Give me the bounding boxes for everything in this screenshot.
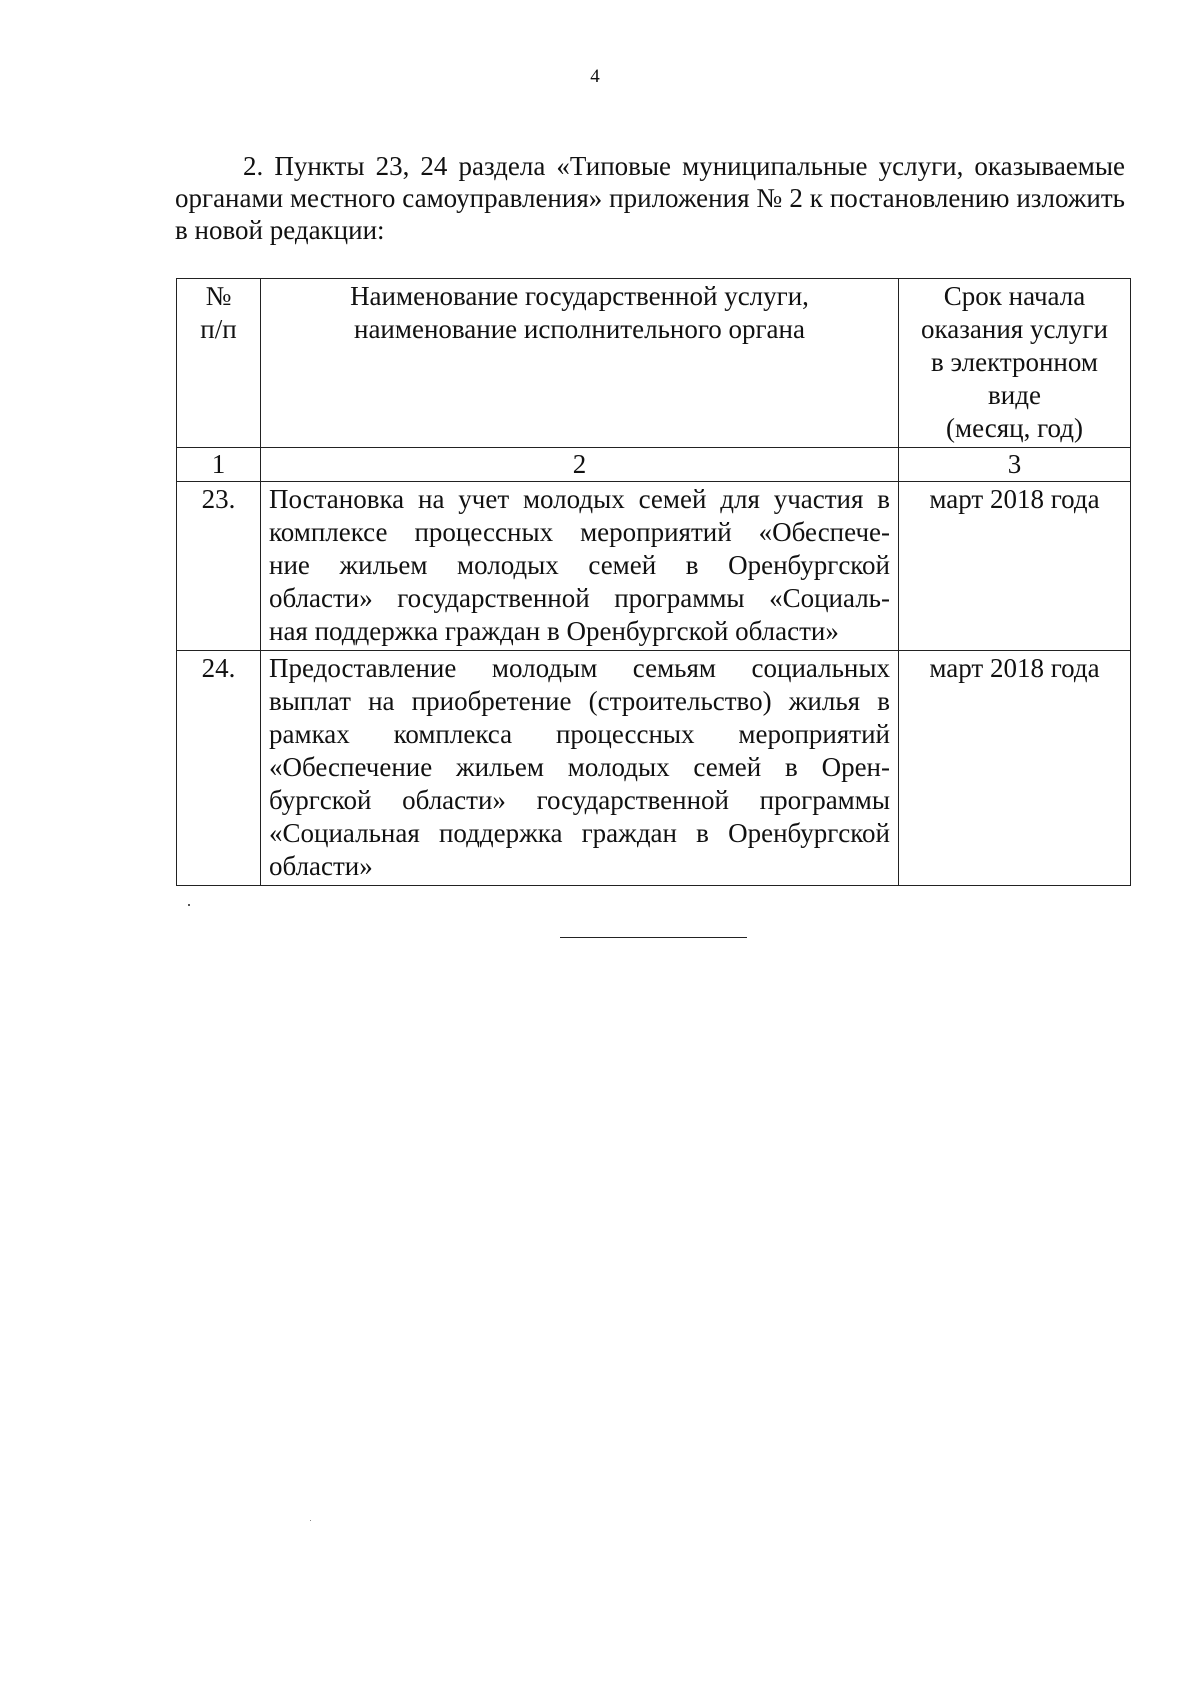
table-row: [177, 482, 1131, 651]
service-name-line: ние жильем молодых семей в Оренбургской: [269, 550, 890, 580]
service-name-line: «Социальная поддержка граждан в Оренбургской: [269, 818, 890, 848]
service-name-line: «Обеспечение жильем молодых семей в Орен-: [269, 752, 890, 782]
service-name-line: области»: [269, 851, 373, 881]
service-name-line: выплат на приобретение (строительство) жилья в: [269, 686, 890, 716]
header-start-date-line: оказания услуги: [921, 314, 1108, 344]
service-name-line: комплексе процессных мероприятий «Обеспече-: [269, 517, 890, 547]
service-name-cell: [261, 482, 899, 651]
service-name-line: Постановка на учет молодых семей для участия в: [269, 484, 890, 514]
header-service-name-line: Наименование государственной услуги,: [350, 281, 809, 311]
service-name-line: ная поддержка граждан в Оренбургской области»: [269, 616, 839, 646]
row-number: 23.: [177, 482, 261, 651]
table-row: [177, 651, 1131, 886]
header-number: [177, 279, 261, 448]
column-index: 3: [899, 448, 1131, 482]
intro-paragraph: 2. Пункты 23, 24 раздела «Типовые муниципальные услуги, оказываемые органами местного самоуправления» приложения № 2 к постановлению изложить в новой редакции:: [175, 151, 1125, 245]
row-number: 24.: [177, 651, 261, 886]
header-number-line: №: [205, 281, 232, 311]
header-start-date-line: в электронном: [931, 347, 1098, 377]
header-service-name-line: наименование исполнительного органа: [354, 314, 805, 344]
column-index: 1: [177, 448, 261, 482]
page-number: 4: [590, 66, 600, 87]
column-index-row: [177, 448, 1131, 482]
service-name-line: области» государственной программы «Социаль-: [269, 583, 890, 613]
start-date-cell: март 2018 года: [899, 482, 1131, 651]
header-start-date-line: Срок начала: [943, 281, 1086, 311]
header-number-line: п/п: [200, 314, 237, 344]
table-header-row: [177, 279, 1131, 448]
header-start-date-line: виде: [988, 380, 1041, 410]
header-start-date-line: (месяц, год): [946, 413, 1083, 443]
service-name-line: Предоставление молодым семьям социальных: [269, 653, 890, 683]
service-name-cell: [261, 651, 899, 886]
header-service-name: [261, 279, 899, 448]
service-name-line: рамках комплекса процессных мероприятий: [269, 719, 890, 749]
scan-speck: [310, 1520, 311, 1521]
end-rule: [560, 937, 747, 938]
header-start-date: [899, 279, 1131, 448]
service-name-line: бургской области» государственной программы: [269, 785, 890, 815]
start-date-cell: март 2018 года: [899, 651, 1131, 886]
scan-dot: [188, 904, 190, 906]
column-index: 2: [261, 448, 899, 482]
services-table: [176, 278, 1131, 886]
